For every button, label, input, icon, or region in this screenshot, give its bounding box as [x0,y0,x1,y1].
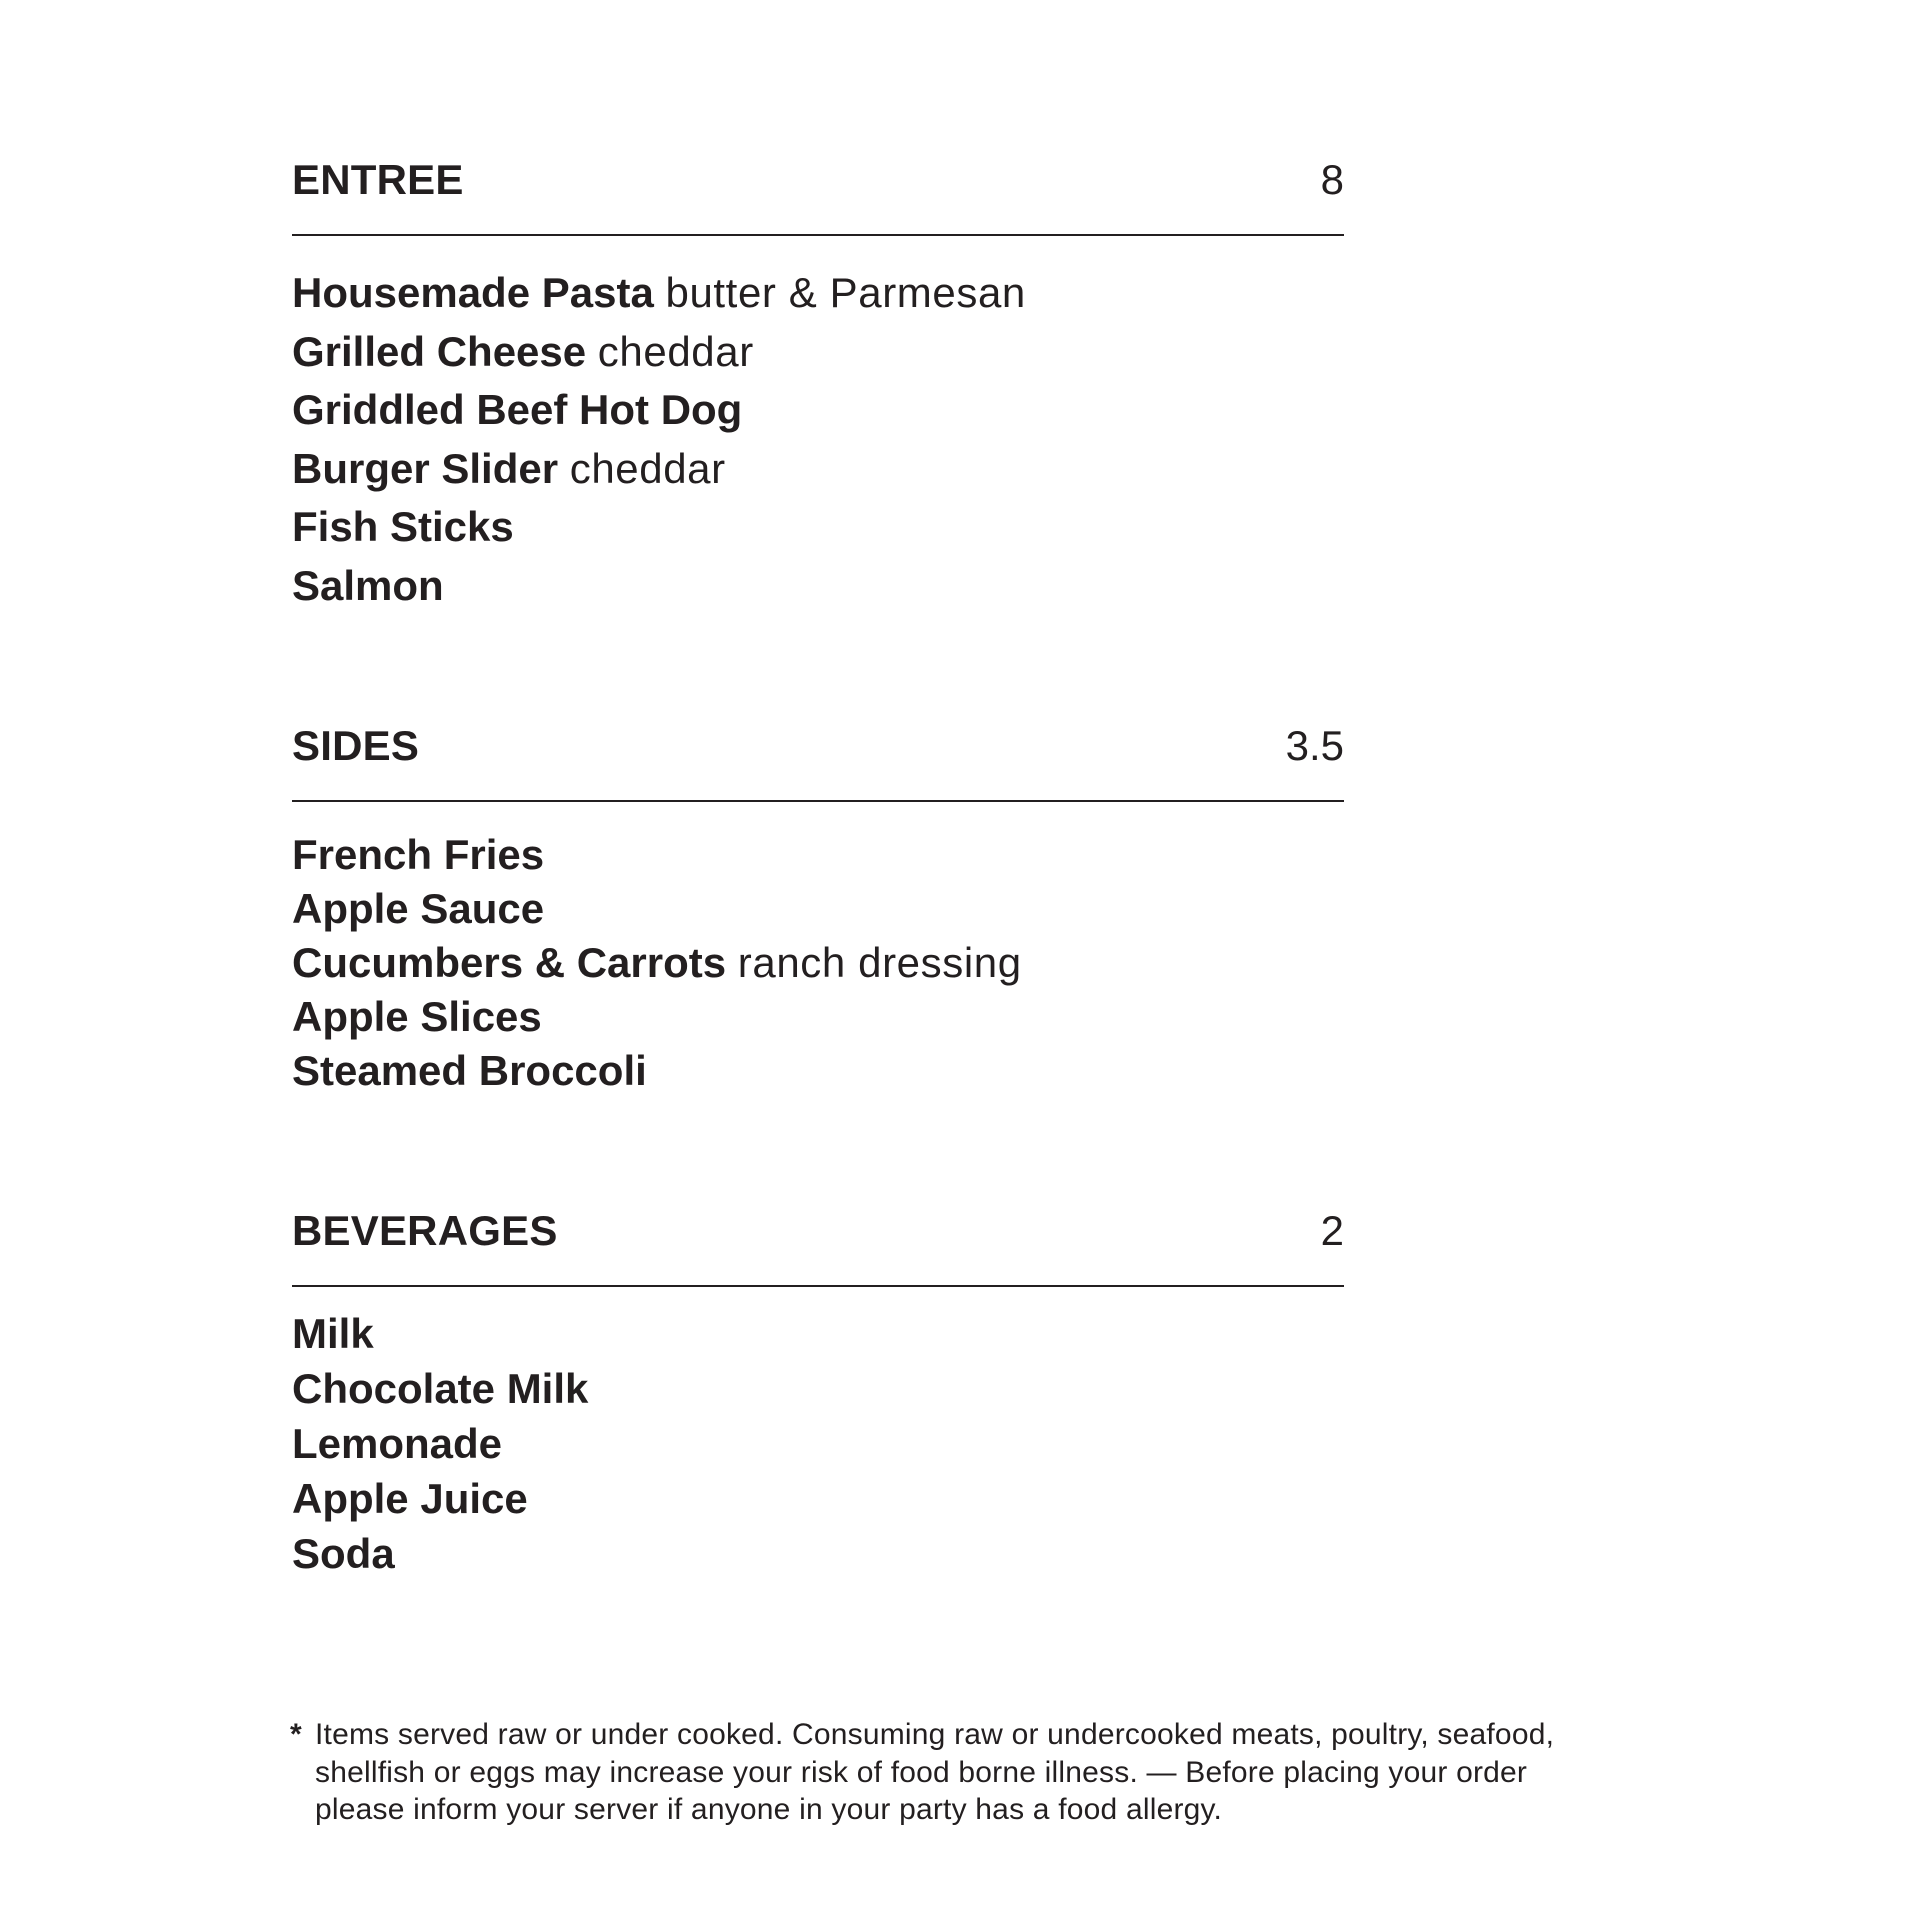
item-name: Lemonade [292,1420,503,1467]
item-description: cheddar [597,327,754,375]
menu-item [292,1361,588,1416]
section-price: 8 [1320,156,1344,203]
section-title: BEVERAGES [292,1207,558,1254]
section-divider [292,234,1344,236]
entree-section [292,156,1344,609]
menu-item [292,936,1022,990]
item-name: Burger Slider [292,444,559,492]
section-header [292,1207,1344,1255]
item-description: cheddar [569,444,726,492]
sides-section [292,722,1344,1094]
item-description: ranch dressing [737,939,1022,986]
menu-item [292,498,1026,557]
item-description: butter & Parmesan [665,269,1026,316]
footnote-line: please inform your server if anyone in your party has a food allergy. [315,1793,1223,1826]
item-name: Salmon [292,561,444,609]
menu-item [292,990,1022,1044]
menu-item-list [292,264,1026,615]
item-name: Apple Juice [292,1475,528,1522]
menu-item [292,1526,588,1581]
menu-item-list [292,1306,588,1581]
item-name: Housemade Pasta [292,269,654,316]
item-name: Griddled Beef Hot Dog [292,386,743,433]
menu-item [292,882,1022,936]
item-name: Grilled Cheese [292,327,587,375]
menu-item [292,1471,588,1526]
menu-item [292,381,1026,440]
section-divider [292,800,1344,802]
menu-item [292,828,1022,882]
item-name: Apple Sauce [292,885,545,932]
menu-item [292,323,1026,382]
footnote-line: Items served raw or under cooked. Consuming raw or undercooked meats, poultry, seafood, [315,1718,1555,1751]
item-name: Apple Slices [292,993,542,1040]
section-title: SIDES [292,722,420,769]
menu-item-list [292,828,1022,1098]
section-divider [292,1285,1344,1287]
item-name: Milk [292,1310,374,1357]
item-name: Soda [292,1530,395,1577]
item-name: Chocolate Milk [292,1365,589,1412]
beverages-section [292,1207,1344,1577]
menu-item [292,264,1026,323]
footnote-line: shellfish or eggs may increase your risk of food borne illness. — Before placing your order [315,1755,1528,1789]
section-title: ENTREE [292,156,464,203]
menu-item [292,557,1026,616]
item-name: Cucumbers & Carrots [292,939,727,986]
item-name: Fish Sticks [292,503,514,550]
menu-item [292,1416,588,1471]
section-header [292,156,1344,204]
section-price: 2 [1320,1207,1344,1254]
section-price: 3.5 [1285,722,1344,769]
section-header [292,722,1344,770]
footnote-text [315,1716,1665,1829]
menu-item [292,1044,1022,1098]
menu-item [292,440,1026,499]
item-name: Steamed Broccoli [292,1047,647,1094]
footnote-asterisk: * [290,1718,302,1751]
menu-item [292,1306,588,1361]
item-name: French Fries [292,831,545,878]
